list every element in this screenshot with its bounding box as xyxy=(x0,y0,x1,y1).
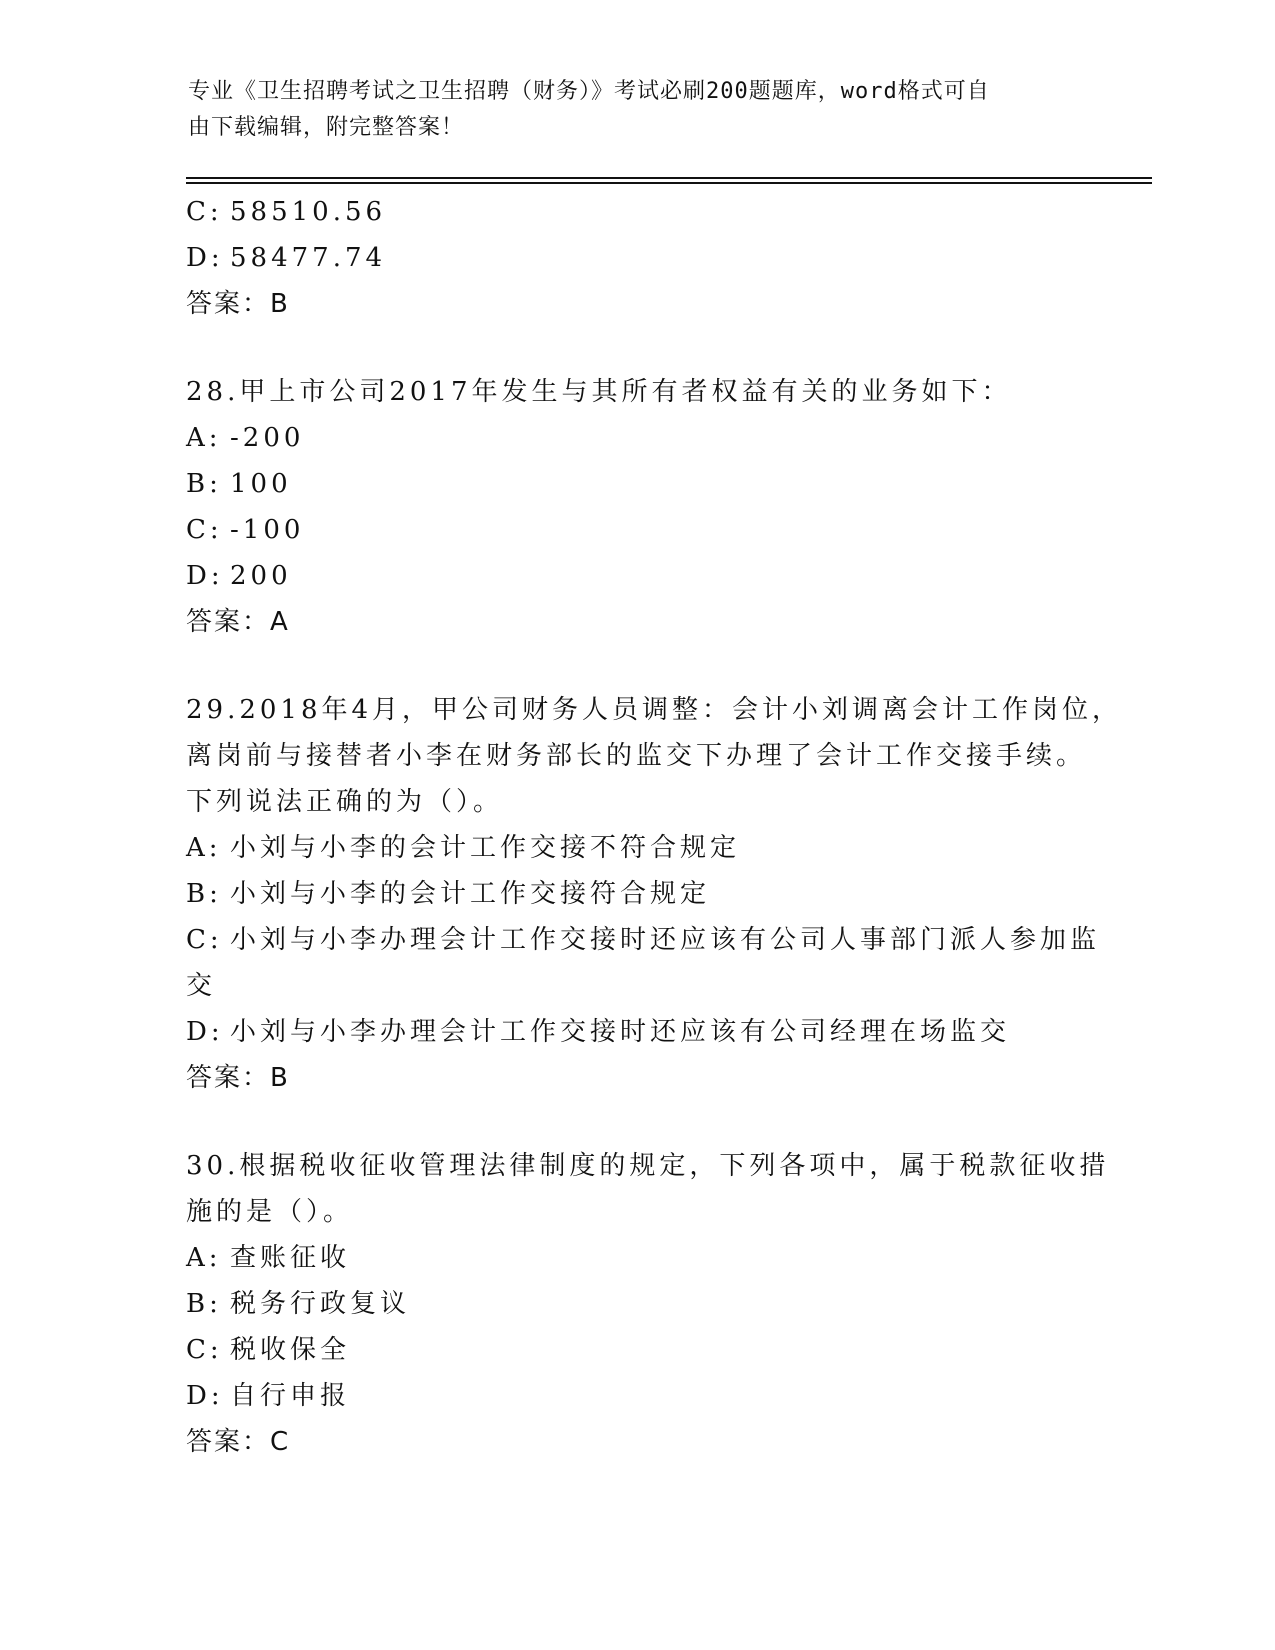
option-b xyxy=(186,871,1086,917)
option-a xyxy=(186,1235,1086,1281)
question-stem: 施的是（）。 xyxy=(186,1197,354,1227)
option-c xyxy=(186,189,1086,235)
question-stem: 离岗前与接替者小李在财务部长的监交下办理了会计工作交接手续。 xyxy=(186,741,1087,771)
option-c xyxy=(186,507,1086,553)
option-letter: A: xyxy=(186,1243,222,1273)
option-letter: C: xyxy=(186,197,223,227)
option-text: -200 xyxy=(230,423,305,453)
answer-line: 答案：B xyxy=(186,1063,290,1093)
option-letter: D: xyxy=(186,243,224,273)
option-d xyxy=(186,553,1086,599)
option-c xyxy=(186,917,1101,963)
option-a xyxy=(186,825,1086,871)
option-text: 小刘与小李的会计工作交接符合规定 xyxy=(230,879,711,909)
option-c xyxy=(186,1327,1086,1373)
question-30 xyxy=(186,1143,1110,1465)
option-d xyxy=(186,1009,1086,1055)
option-b xyxy=(186,461,1086,507)
option-text: 58477.74 xyxy=(230,243,387,273)
question-list xyxy=(186,189,1123,1465)
option-text: 查账征收 xyxy=(230,1243,351,1273)
option-b xyxy=(186,1281,1086,1327)
option-text: 自行申报 xyxy=(230,1381,351,1411)
spacer xyxy=(186,327,1086,369)
question-stem: 28.甲上市公司2017年发生与其所有者权益有关的业务如下： xyxy=(186,377,1012,407)
option-continuation: 交 xyxy=(186,971,217,1001)
option-d xyxy=(186,235,1086,281)
header-divider-bottom xyxy=(186,182,1152,184)
option-letter: C: xyxy=(186,925,223,955)
question-stem: 29.2018年4月，甲公司财务人员调整：会计小刘调离会计工作岗位， xyxy=(186,695,1123,725)
option-letter: A: xyxy=(186,833,222,863)
option-text: 200 xyxy=(230,561,292,591)
option-text: 58510.56 xyxy=(230,197,387,227)
option-text: -100 xyxy=(230,515,305,545)
question-stem: 30.根据税收征收管理法律制度的规定，下列各项中，属于税款征收措 xyxy=(186,1151,1110,1181)
option-letter: A: xyxy=(186,423,222,453)
option-a xyxy=(186,415,1086,461)
answer-line: 答案：C xyxy=(186,1427,291,1457)
option-letter: D: xyxy=(186,561,224,591)
option-d xyxy=(186,1373,1086,1419)
option-text: 小刘与小李的会计工作交接不符合规定 xyxy=(230,833,741,863)
answer-line: 答案：A xyxy=(186,607,290,637)
option-letter: D: xyxy=(186,1017,224,1047)
document-header xyxy=(188,74,1068,146)
option-letter: B: xyxy=(186,469,222,499)
header-line-2: 由下载编辑，附完整答案！ xyxy=(188,115,465,140)
option-text: 小刘与小李办理会计工作交接时还应该有公司经理在场监交 xyxy=(230,1017,1011,1047)
header-divider-top xyxy=(186,177,1152,179)
answer-line: 答案：B xyxy=(186,289,290,319)
carry-over-block xyxy=(186,189,1086,327)
question-stem: 下列说法正确的为（）。 xyxy=(186,787,504,817)
option-letter: D: xyxy=(186,1381,224,1411)
option-letter: B: xyxy=(186,1289,222,1319)
spacer xyxy=(186,645,1086,687)
option-text: 100 xyxy=(230,469,292,499)
option-letter: C: xyxy=(186,1335,223,1365)
option-text: 税务行政复议 xyxy=(230,1289,411,1319)
option-text: 小刘与小李办理会计工作交接时还应该有公司人事部门派人参加监 xyxy=(230,925,1101,955)
header-line-1: 专业《卫生招聘考试之卫生招聘（财务）》考试必刷200题题库，word格式可自 xyxy=(188,79,990,104)
spacer xyxy=(186,1101,1086,1143)
option-letter: B: xyxy=(186,879,222,909)
question-29 xyxy=(186,687,1123,1101)
question-28 xyxy=(186,369,1086,645)
option-text: 税收保全 xyxy=(230,1335,351,1365)
option-letter: C: xyxy=(186,515,223,545)
